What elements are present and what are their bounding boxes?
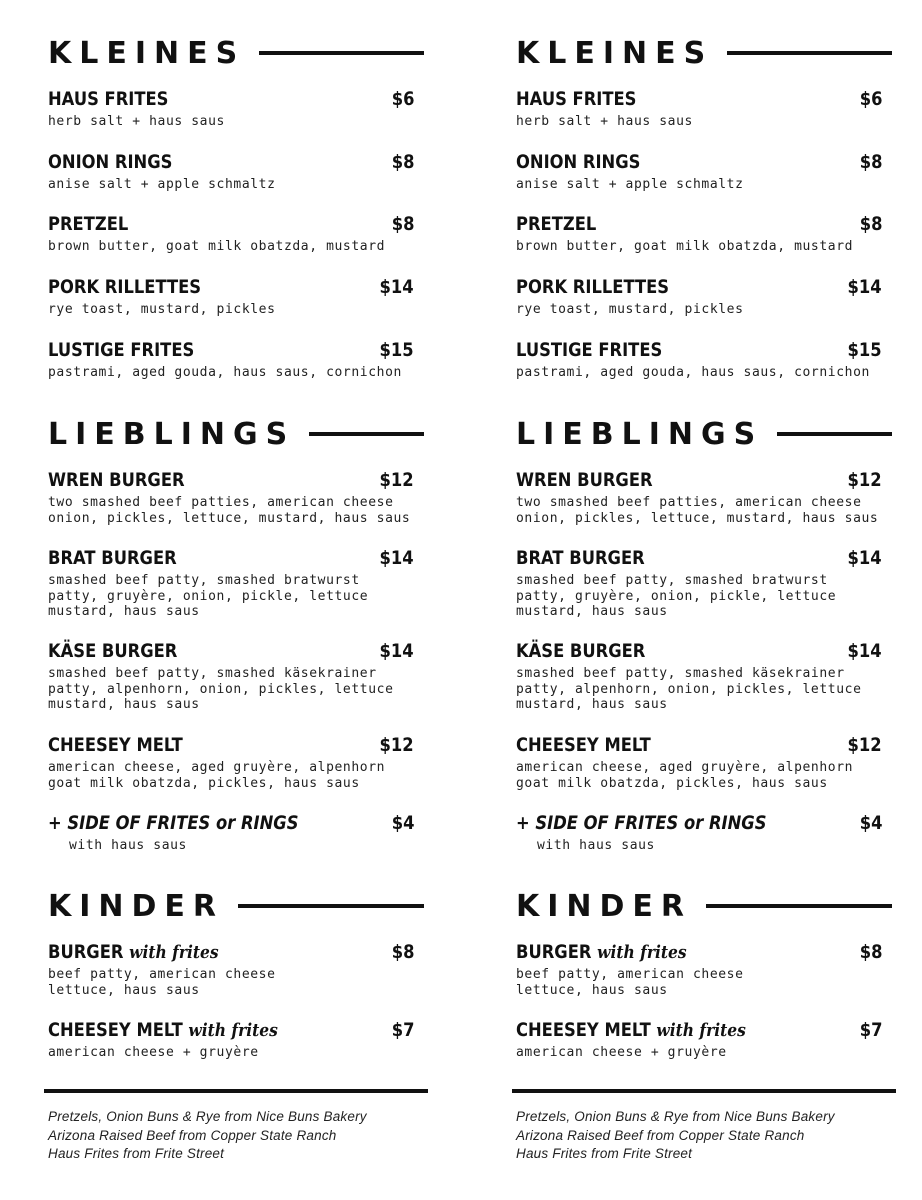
item-price: $12 (847, 734, 882, 756)
item-price: $15 (847, 339, 882, 361)
item-name: BRAT BURGER (516, 547, 645, 569)
footer-note: Arizona Raised Beef from Copper State Ranch (516, 1127, 805, 1143)
item-name-aside: with frites (129, 942, 219, 963)
menu-item-kids-cheesey-melt (516, 1019, 892, 1061)
item-name (48, 1019, 278, 1041)
item-price: $12 (847, 469, 882, 491)
item-description: two smashed beef patties, american cheese onion, pickles, lettuce, mustard, haus saus (48, 495, 411, 526)
item-name: LUSTIGE FRITES (516, 339, 663, 361)
item-price: $8 (391, 151, 414, 173)
item-name-aside: with frites (188, 1020, 278, 1041)
item-price: $15 (379, 339, 414, 361)
menu-item-lustige-frites (48, 339, 424, 381)
item-description: brown butter, goat milk obatzda, mustard (516, 239, 854, 254)
item-price: $4 (859, 812, 882, 834)
section-header-lieblings (516, 414, 892, 454)
item-name-main: BURGER (48, 941, 124, 963)
item-name: WREN BURGER (516, 469, 653, 491)
item-description: with haus saus (537, 838, 655, 853)
section-rule (238, 904, 424, 908)
item-name: CHEESEY MELT (48, 734, 183, 756)
item-description: american cheese + gruyère (516, 1045, 727, 1060)
item-price: $6 (859, 88, 882, 110)
footer-rule (44, 1089, 428, 1093)
item-description: rye toast, mustard, pickles (516, 302, 744, 317)
item-description: smashed beef patty, smashed bratwurst patty, gruyère, onion, pickle, lettuce mustard, haus saus (48, 573, 369, 619)
item-description: beef patty, american cheese lettuce, haus saus (48, 967, 276, 998)
menu-item-cheesey-melt (516, 734, 892, 791)
item-name: PORK RILLETTES (516, 276, 670, 298)
section-header-kleines (48, 33, 424, 73)
item-price: $8 (859, 213, 882, 235)
menu-item-pork-rillettes (48, 276, 424, 318)
footer-note: Pretzels, Onion Buns & Rye from Nice Buns Bakery (516, 1109, 835, 1124)
item-description: herb salt + haus saus (48, 114, 225, 129)
item-name: ONION RINGS (516, 151, 641, 173)
item-description: beef patty, american cheese lettuce, haus saus (516, 967, 744, 998)
section-header-lieblings (48, 414, 424, 454)
menu-column-left (44, 0, 424, 1200)
item-price: $7 (859, 1019, 882, 1041)
item-description: pastrami, aged gouda, haus saus, cornichon (516, 365, 870, 380)
item-price: $14 (379, 547, 414, 569)
item-name (48, 941, 219, 963)
item-name-aside: with frites (656, 1020, 746, 1041)
item-name: PRETZEL (48, 213, 129, 235)
item-name: PRETZEL (516, 213, 597, 235)
item-description: american cheese + gruyère (48, 1045, 259, 1060)
menu-item-onion-rings (516, 151, 892, 193)
section-title: LIEBLINGS (516, 416, 764, 452)
footer-notes (48, 1108, 424, 1164)
item-name: + SIDE OF FRITES or RINGS (48, 812, 299, 834)
item-name (516, 941, 687, 963)
item-price: $4 (391, 812, 414, 834)
item-name: PORK RILLETTES (48, 276, 202, 298)
section-title: KLEINES (48, 35, 246, 71)
item-name: KÄSE BURGER (48, 640, 178, 662)
item-description: with haus saus (69, 838, 187, 853)
item-description: american cheese, aged gruyère, alpenhorn goat milk obatzda, pickles, haus saus (516, 760, 854, 791)
menu-item-kids-burger (48, 941, 424, 998)
menu-item-wren-burger (516, 469, 892, 526)
item-description: anise salt + apple schmaltz (48, 177, 276, 192)
menu-item-lustige-frites (516, 339, 892, 381)
item-description: two smashed beef patties, american cheese onion, pickles, lettuce, mustard, haus saus (516, 495, 879, 526)
item-price: $6 (391, 88, 414, 110)
menu-item-kase-burger (48, 640, 424, 713)
section-title: KINDER (516, 888, 693, 924)
menu-item-side-frites-rings (516, 812, 892, 854)
item-description: pastrami, aged gouda, haus saus, cornichon (48, 365, 402, 380)
item-name: HAUS FRITES (48, 88, 169, 110)
menu-item-brat-burger (516, 547, 892, 620)
section-title: LIEBLINGS (48, 416, 296, 452)
footer-note: Haus Frites from Frite Street (48, 1146, 225, 1161)
menu-item-pork-rillettes (516, 276, 892, 318)
section-rule (309, 432, 424, 436)
section-rule (259, 51, 424, 55)
footer-notes (516, 1108, 892, 1164)
section-rule (777, 432, 892, 436)
item-price: $14 (847, 547, 882, 569)
item-name: CHEESEY MELT (516, 734, 651, 756)
item-name-main: BURGER (516, 941, 592, 963)
item-name-main: CHEESEY MELT (516, 1019, 651, 1041)
item-price: $14 (847, 640, 882, 662)
section-title: KINDER (48, 888, 225, 924)
item-description: smashed beef patty, smashed käsekrainer patty, alpenhorn, onion, pickles, lettuce mustard, haus saus (48, 666, 394, 712)
footer-note: Arizona Raised Beef from Copper State Ranch (48, 1127, 337, 1143)
section-rule (727, 51, 892, 55)
item-price: $14 (847, 276, 882, 298)
item-name-main: CHEESEY MELT (48, 1019, 183, 1041)
section-rule (706, 904, 892, 908)
menu-item-wren-burger (48, 469, 424, 526)
menu-item-haus-frites (516, 88, 892, 130)
item-description: smashed beef patty, smashed käsekrainer patty, alpenhorn, onion, pickles, lettuce mustard, haus saus (516, 666, 862, 712)
item-description: brown butter, goat milk obatzda, mustard (48, 239, 386, 254)
item-description: herb salt + haus saus (516, 114, 693, 129)
item-description: american cheese, aged gruyère, alpenhorn goat milk obatzda, pickles, haus saus (48, 760, 386, 791)
item-price: $8 (391, 213, 414, 235)
menu-item-kase-burger (516, 640, 892, 713)
section-header-kinder (516, 886, 892, 926)
menu-item-kids-cheesey-melt (48, 1019, 424, 1061)
footer-note: Pretzels, Onion Buns & Rye from Nice Buns Bakery (48, 1109, 367, 1124)
menu-column-right (512, 0, 892, 1200)
item-name-aside: with frites (597, 942, 687, 963)
section-title: KLEINES (516, 35, 714, 71)
item-description: anise salt + apple schmaltz (516, 177, 744, 192)
section-header-kleines (516, 33, 892, 73)
item-name: BRAT BURGER (48, 547, 177, 569)
item-name: + SIDE OF FRITES or RINGS (516, 812, 767, 834)
footer-note: Haus Frites from Frite Street (516, 1146, 693, 1161)
menu-item-brat-burger (48, 547, 424, 620)
item-name: WREN BURGER (48, 469, 185, 491)
menu-item-kids-burger (516, 941, 892, 998)
menu-item-pretzel (516, 213, 892, 255)
item-description: rye toast, mustard, pickles (48, 302, 276, 317)
item-price: $12 (379, 469, 414, 491)
item-price: $14 (379, 276, 414, 298)
item-price: $8 (859, 151, 882, 173)
section-header-kinder (48, 886, 424, 926)
item-price: $12 (379, 734, 414, 756)
menu-item-haus-frites (48, 88, 424, 130)
footer-rule (512, 1089, 896, 1093)
menu-item-cheesey-melt (48, 734, 424, 791)
menu-item-onion-rings (48, 151, 424, 193)
item-name: ONION RINGS (48, 151, 173, 173)
item-price: $8 (859, 941, 882, 963)
item-description: smashed beef patty, smashed bratwurst patty, gruyère, onion, pickle, lettuce mustard, haus saus (516, 573, 837, 619)
item-price: $14 (379, 640, 414, 662)
menu-item-pretzel (48, 213, 424, 255)
item-price: $7 (391, 1019, 414, 1041)
item-name: KÄSE BURGER (516, 640, 646, 662)
item-name: LUSTIGE FRITES (48, 339, 195, 361)
menu-item-side-frites-rings (48, 812, 424, 854)
item-price: $8 (391, 941, 414, 963)
item-name (516, 1019, 746, 1041)
item-name: HAUS FRITES (516, 88, 637, 110)
